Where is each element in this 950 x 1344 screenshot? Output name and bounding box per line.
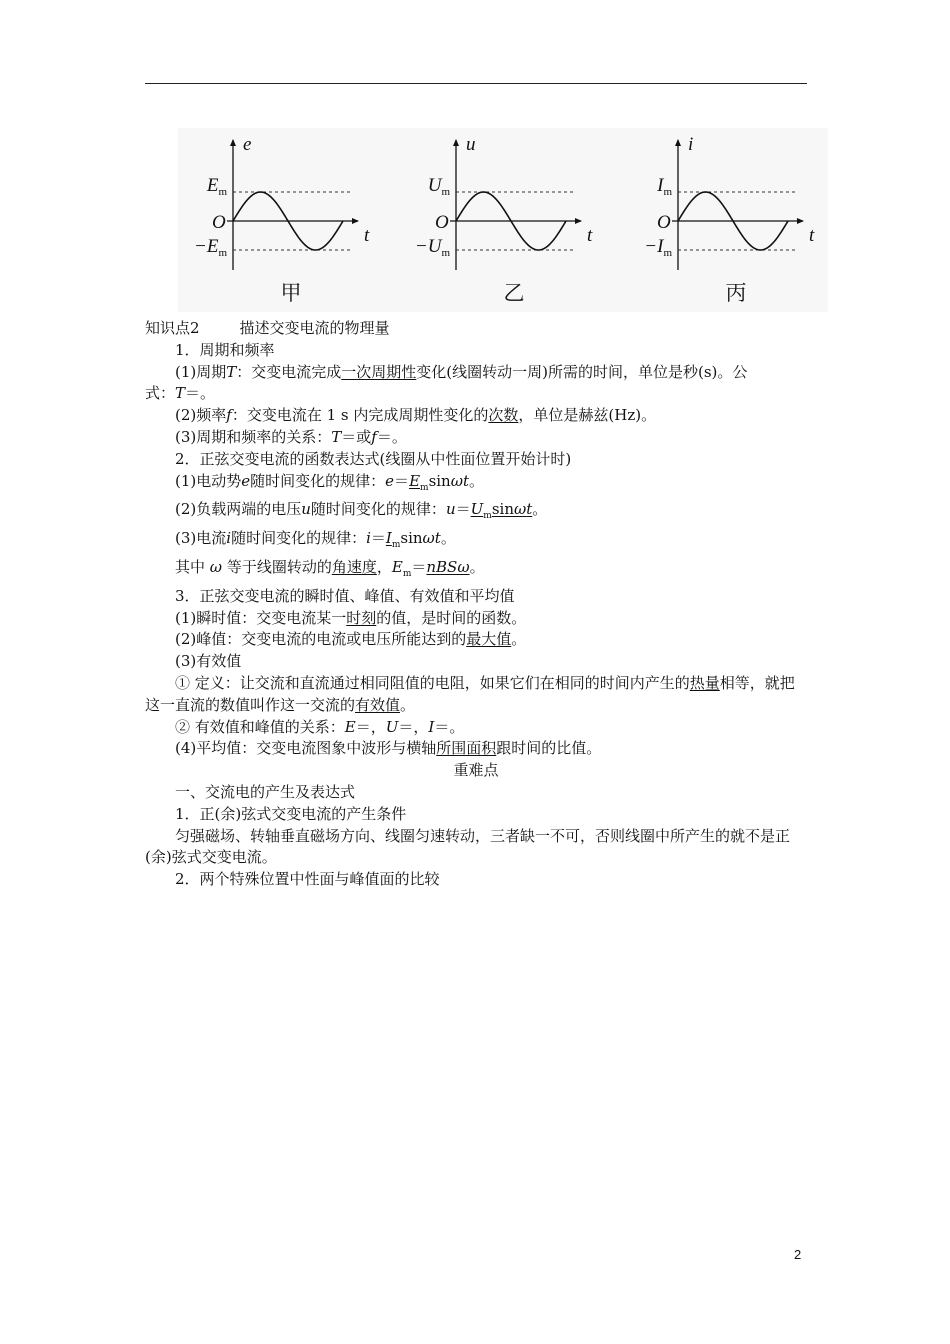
formula-emf <box>145 471 807 500</box>
t: t <box>434 529 441 548</box>
t: ω <box>450 471 463 490</box>
t: 随时间变化的规律： <box>250 471 386 490</box>
t: 热量 <box>689 673 720 692</box>
t: (3)周期和频率的关系： <box>175 427 332 446</box>
trough-label: $-U_m$ <box>414 236 450 259</box>
peak-label: $U_m$ <box>427 175 450 198</box>
t: e <box>241 471 251 490</box>
t: t <box>526 500 533 519</box>
t: U <box>385 717 399 736</box>
t: ＝， <box>398 717 429 736</box>
waveform-svg <box>178 128 828 312</box>
origin-label: O <box>212 212 226 233</box>
subheading-period: 1．周期和频率 <box>175 340 275 359</box>
t: u <box>445 500 456 519</box>
t: ＝ <box>411 557 427 576</box>
para-instant <box>145 608 807 630</box>
t: m <box>483 511 492 522</box>
t: E <box>344 717 356 736</box>
para-effective-peak <box>145 717 807 739</box>
heading-title: 描述交变电流的物理量 <box>239 319 390 337</box>
t: 式： <box>145 384 176 403</box>
t: ＝。 <box>434 717 465 736</box>
x-axis-label: t <box>809 225 815 246</box>
t: f <box>226 406 232 425</box>
t: ＝或 <box>341 427 372 446</box>
t: ，单位是赫兹(Hz)。 <box>518 406 657 425</box>
t: 。 <box>440 529 456 548</box>
t: T <box>331 427 342 446</box>
t: I <box>385 529 392 548</box>
t: ， <box>376 557 392 576</box>
t: 时刻 <box>346 608 377 627</box>
waveform-graph <box>644 134 815 305</box>
t: ＝ <box>394 471 410 490</box>
para-period <box>145 362 807 384</box>
body-text <box>145 318 807 891</box>
t: (3)电流 <box>175 529 227 548</box>
para-omega <box>145 557 807 586</box>
t: m <box>402 568 412 579</box>
t: 等于线圈转动的 <box>226 557 332 576</box>
subheading-compare: 2．两个特殊位置中性面与峰值面的比较 <box>175 870 440 889</box>
t: ② 有效值和峰值的关系： <box>175 717 345 736</box>
center-heading: 重难点 <box>453 761 499 780</box>
t: ω <box>209 557 223 576</box>
x-axis-label: t <box>364 225 370 246</box>
t: t <box>462 471 469 490</box>
t: E <box>409 471 421 490</box>
subheading-values: 3．正弦交变电流的瞬时值、峰值、有效值和平均值 <box>175 586 515 605</box>
formula-current <box>145 528 807 557</box>
t: f <box>371 427 377 446</box>
t: ＝。 <box>376 427 407 446</box>
waveform-graph <box>194 134 370 305</box>
para-frequency <box>145 405 807 427</box>
t: 跟时间的比值。 <box>496 739 602 758</box>
x-axis-label: t <box>587 225 593 246</box>
t: ＝， <box>355 717 386 736</box>
trough-label: $-I_m$ <box>644 236 672 259</box>
t: m <box>391 540 401 551</box>
waveform-figure <box>178 128 828 312</box>
t: U <box>470 500 484 519</box>
t: 变化(线圈转动一周)所需的时间，单位是秒(s)。公 <box>416 362 748 381</box>
heading-generation: 一、交流电的产生及表达式 <box>175 782 356 801</box>
t: T <box>175 384 186 403</box>
heading-label: 知识点2 <box>145 319 200 337</box>
t: (1)周期 <box>175 362 227 381</box>
t: 随时间变化的规律： <box>231 529 367 548</box>
t: ω <box>513 500 527 519</box>
t: 次数 <box>488 406 519 425</box>
t: E <box>391 557 403 576</box>
t: (2)峰值：交变电流的电流或电压所能达到的 <box>175 630 467 649</box>
t: nBSω <box>426 557 470 576</box>
y-axis-label: e <box>243 134 252 155</box>
t: 。 <box>511 630 527 649</box>
origin-label: O <box>435 212 449 233</box>
t: (2)负载两端的电压 <box>175 500 302 519</box>
t: (2)频率 <box>175 406 227 425</box>
t: (1)电动势 <box>175 471 242 490</box>
t: 的值，是时间的函数。 <box>376 608 527 627</box>
y-axis-label: u <box>466 134 476 155</box>
subheading-conditions: 1．正(余)弦式交变电流的产生条件 <box>175 804 407 823</box>
para-effective: (3)有效值 <box>175 652 242 671</box>
t: ① 定义：让交流和直流通过相同阻值的电阻，如果它们在相同的时间内产生的 <box>175 673 690 692</box>
t: T <box>226 362 237 381</box>
para-relation <box>145 427 807 449</box>
graph-caption: 丙 <box>725 281 747 305</box>
t: ＝。 <box>185 384 216 403</box>
t: 其中 <box>175 557 206 576</box>
section-heading <box>145 318 807 340</box>
graph-caption: 乙 <box>503 281 525 305</box>
para-average <box>145 738 807 760</box>
t: u <box>301 500 311 519</box>
t: 有效值 <box>355 695 401 714</box>
t: 最大值 <box>466 630 512 649</box>
waveform-graph <box>415 134 593 305</box>
t: ＝ <box>370 529 386 548</box>
t: e <box>385 471 395 490</box>
t: 所围面积 <box>436 739 497 758</box>
subheading-function: 2．正弦交变电流的函数表达式(线圈从中性面位置开始计时) <box>175 449 572 468</box>
t: ：交变电流完成 <box>236 362 342 381</box>
peak-label: $I_m$ <box>657 175 672 198</box>
trough-label: $-E_m$ <box>194 236 227 259</box>
t: 。 <box>532 500 548 519</box>
page-number: 2 <box>794 1247 802 1262</box>
t: 相等，就把这一直流的数值叫作这一交流的 <box>145 673 795 714</box>
header-rule <box>145 83 807 84</box>
t: 角速度 <box>331 557 377 576</box>
formula-voltage <box>145 499 807 528</box>
t: sin <box>491 500 514 519</box>
para-period-cont <box>145 383 807 405</box>
graph-caption: 甲 <box>280 281 302 305</box>
t: (4)平均值：交变电流图象中波形与横轴 <box>175 739 437 758</box>
t: i <box>366 529 371 548</box>
t: ：交变电流在 1 s 内完成周期性变化的 <box>231 406 489 425</box>
t: 。 <box>468 471 484 490</box>
t: i <box>226 529 232 548</box>
t: 。 <box>469 557 485 576</box>
t: sin <box>428 471 451 490</box>
t: sin <box>400 529 423 548</box>
t: (1)瞬时值：交变电流某一 <box>175 608 347 627</box>
t: m <box>420 482 429 493</box>
para-peak <box>145 629 807 651</box>
t: I <box>428 717 435 736</box>
t: ω <box>422 529 435 548</box>
t: 随时间变化的规律： <box>310 500 446 519</box>
t: 一次周期性 <box>341 362 417 381</box>
peak-label: $E_m$ <box>206 175 227 198</box>
origin-label: O <box>657 212 671 233</box>
y-axis-label: i <box>688 134 694 155</box>
para-definition <box>145 673 807 717</box>
t: ＝ <box>455 500 471 519</box>
para-conditions: 匀强磁场、转轴垂直磁场方向、线圈匀速转动，三者缺一不可，否则线圈中所产生的就不是正(余)弦式交变电流。 <box>145 826 791 867</box>
t: 。 <box>400 695 416 714</box>
